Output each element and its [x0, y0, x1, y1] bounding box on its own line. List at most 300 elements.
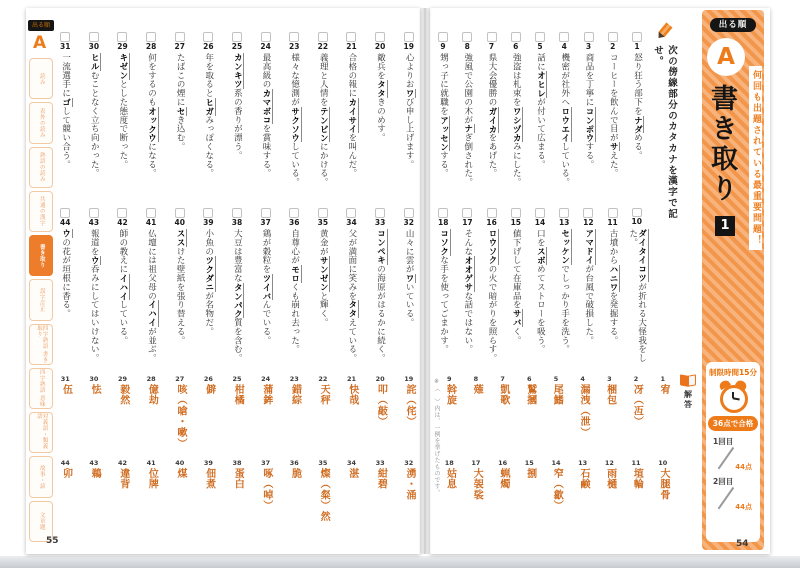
question-post: する。: [583, 142, 594, 169]
question-katakana-target: サバ: [511, 309, 522, 328]
question-katakana-target: ハニワ: [607, 264, 618, 292]
question-number: 10: [631, 217, 642, 227]
answer-kanji: 怯: [89, 384, 101, 395]
answer-kanji: 錯綜: [289, 384, 301, 406]
question-item: [232, 32, 242, 204]
attempt-score-area: [709, 433, 757, 513]
question-post: している。: [117, 300, 128, 345]
question-pre: 機密が社外へ: [559, 53, 570, 107]
question-katakana-target: ワ: [404, 273, 415, 283]
answer-checkbox: [487, 208, 497, 218]
question-post: が台風で破損した。: [583, 264, 594, 345]
question-text: [318, 53, 327, 187]
attempt-denominator: 44点: [735, 503, 752, 511]
question-post: めてストローを吸う。: [535, 264, 546, 354]
question-post: いている。: [404, 282, 415, 328]
question-post: になる。: [146, 142, 157, 178]
answer-kanji: 斡旋: [444, 384, 456, 406]
attempt-label: 1回目: [713, 437, 734, 446]
question-pre: 報道を: [89, 229, 100, 256]
answer-checkbox: [318, 208, 328, 218]
question-katakana-target: ゴ: [60, 97, 71, 107]
question-post: を発掘する。: [607, 291, 618, 345]
answer-item: [346, 460, 357, 548]
question-item: [584, 32, 594, 204]
question-number: 13: [558, 218, 570, 227]
question-katakana-target: サンゼン: [318, 255, 329, 292]
question-text: [175, 53, 184, 151]
question-item: [438, 32, 448, 204]
question-number: 6: [513, 42, 519, 51]
answer-item: [524, 376, 535, 456]
question-text: [511, 53, 520, 187]
answer-item: [175, 460, 186, 548]
question-post: な話ではない。: [462, 291, 473, 354]
answer-kanji: 石鹸: [577, 468, 589, 490]
question-post: きのめす。: [375, 97, 386, 143]
answer-item: [375, 376, 386, 456]
question-number: 15: [510, 218, 521, 227]
question-post: を叫んだ。: [346, 133, 357, 178]
slash-line: [718, 487, 734, 509]
answer-number: 8: [473, 375, 479, 383]
question-item: [583, 208, 593, 370]
sidebar-tab-対義語・類義語: [29, 412, 53, 453]
answer-item: [260, 460, 271, 548]
answer-kanji: 冴（冱）: [631, 384, 643, 428]
question-pre: 古墳から: [607, 229, 618, 265]
question-katakana-target: ダイタイコツ: [636, 228, 647, 283]
question-post: の火で暗がりを照らす。: [487, 264, 498, 363]
question-text: [204, 53, 213, 178]
deru-jun-badge: 出る順: [710, 18, 756, 32]
question-number: 32: [403, 218, 414, 227]
slash-line: [718, 447, 734, 469]
question-item: [318, 208, 328, 370]
answer-kanji: 梱包: [604, 384, 616, 406]
sidebar-tab-label: 熟語の読み: [38, 152, 45, 183]
answer-item: [146, 376, 157, 456]
question-item: [60, 208, 70, 370]
question-number: 2: [610, 42, 616, 51]
question-katakana-target: ヒガ: [203, 97, 214, 116]
question-number: 36: [289, 218, 300, 227]
question-pre: 心よりお: [404, 53, 415, 89]
question-pre: 仏壇には祖父母の: [146, 229, 157, 301]
question-number: 25: [231, 42, 243, 51]
answer-checkbox: [232, 32, 242, 42]
answer-number: 42: [117, 459, 128, 467]
time-limit-label: 制限時間15分: [709, 368, 757, 377]
question-text: [628, 229, 646, 370]
answer-checkbox: [584, 32, 594, 42]
question-pre: 最高級の: [261, 53, 272, 89]
question-katakana-target: キゼン: [117, 53, 128, 80]
question-number: 27: [174, 42, 185, 51]
question-item: [346, 32, 356, 204]
answer-checkbox: [632, 208, 642, 217]
question-katakana-target: カンキツ: [232, 53, 243, 89]
answer-item: [346, 376, 357, 456]
answer-item: [203, 376, 214, 456]
question-post: 質を含む。: [232, 318, 243, 363]
answer-kanji: 湛: [346, 468, 358, 479]
question-number: 38: [231, 218, 243, 227]
answer-item: [497, 460, 508, 548]
sidebar-tab-共通の漢字: [29, 191, 53, 232]
question-katakana-target: ロウソク: [487, 229, 498, 265]
question-text: [89, 53, 98, 178]
question-number: 21: [346, 42, 357, 51]
deru-jun-corner-badge: 出る順: [28, 20, 54, 31]
question-pre: 話に: [535, 53, 546, 72]
question-item: [232, 208, 242, 370]
answer-kanji: 毅然: [117, 384, 129, 406]
answer-kanji: 燦（粲）然: [318, 468, 330, 523]
instruction-column: [650, 22, 678, 232]
answer-kanji: 伍: [60, 384, 72, 395]
answer-number: 10: [658, 459, 668, 467]
answer-checkbox: [462, 32, 472, 42]
answer-item: [117, 376, 128, 456]
question-item: [486, 208, 496, 370]
answer-kanji: 叩（敲）: [375, 384, 387, 428]
answer-checkbox: [203, 32, 213, 42]
question-text: [376, 53, 385, 142]
question-text: [118, 53, 127, 169]
answer-item: [146, 460, 157, 548]
question-post: えている。: [346, 318, 357, 363]
question-post: でしっかり手を洗う。: [559, 264, 570, 354]
answer-number: 5: [553, 375, 559, 383]
answer-checkbox: [608, 208, 618, 218]
answer-kanji: 窄（歙）: [551, 468, 563, 512]
question-katakana-target: ツイバ: [261, 273, 272, 301]
question-number: 3: [585, 42, 592, 51]
question-katakana-target: アマドイ: [583, 229, 594, 265]
question-post: している。: [559, 142, 570, 187]
answer-number: 26: [203, 375, 213, 383]
question-number: 42: [117, 218, 128, 227]
question-post: と輝く。: [318, 291, 329, 328]
answer-checkbox: [632, 32, 642, 42]
answer-item: [260, 376, 271, 456]
answer-kanji: 詫（侘）: [404, 384, 415, 428]
answer-number: 27: [175, 375, 185, 383]
question-number: 35: [317, 218, 329, 227]
header-band: [702, 10, 764, 550]
question-number: 40: [174, 218, 185, 227]
question-item: [346, 208, 356, 370]
question-text: [463, 53, 472, 187]
question-pre: 一流選手に: [60, 53, 71, 98]
sidebar-tab-label: 表外の読み: [38, 107, 45, 138]
book-gutter: [418, 8, 432, 554]
page-left: [26, 8, 420, 554]
question-pre: 口を: [535, 229, 546, 248]
question-number: 5: [537, 42, 543, 51]
question-number: 1: [634, 42, 640, 51]
answers-note: ※（ ）内は、一例を挙げたものです。: [433, 378, 440, 496]
question-post: んでいる。: [261, 300, 272, 345]
category-tab-list: [29, 58, 53, 542]
question-text: [318, 229, 327, 327]
answer-kanji: 快哉: [346, 384, 358, 406]
answer-kanji: 鵜: [89, 468, 101, 479]
questions-row-10-18: [438, 208, 647, 370]
question-item: [60, 32, 70, 204]
question-post: えた。: [608, 151, 619, 178]
question-post: が並ぶ。: [146, 327, 157, 363]
question-katakana-target: イハイ: [117, 273, 128, 301]
questions-row-1-9: [438, 32, 642, 204]
question-post: 系の香りが漂う。: [232, 88, 243, 161]
answer-kanji: 啄（啅）: [260, 468, 272, 512]
question-pre: 強風で公園の木が: [462, 53, 473, 125]
answer-number: 7: [500, 375, 505, 383]
answer-checkbox: [146, 32, 156, 42]
question-number: 23: [289, 42, 300, 51]
answer-item: [444, 376, 455, 456]
answer-checkbox: [559, 208, 569, 218]
section-number-badge: 1: [715, 216, 735, 236]
question-post: び申し上げます。: [404, 97, 415, 169]
question-pre: 商品を丁寧に: [583, 53, 594, 107]
question-katakana-target: オックウ: [146, 106, 157, 143]
answer-number: 9: [446, 375, 452, 383]
question-item: [203, 208, 213, 370]
sidebar-tab-label: 誤字訂正: [38, 287, 45, 312]
question-pre: 山々に雲が: [404, 229, 415, 274]
attempt-denominator: 44点: [735, 463, 752, 471]
sidebar-tab-label: 四字熟語 意味: [38, 369, 45, 408]
answer-checkbox: [89, 32, 99, 42]
question-number: 41: [145, 218, 157, 227]
question-item: [608, 32, 618, 204]
question-item: [535, 208, 545, 370]
question-item: [632, 32, 642, 204]
answer-checkbox: [438, 208, 448, 218]
alarm-clock-icon: [717, 381, 749, 413]
question-post: けた壁紙を張り替える。: [175, 247, 186, 345]
question-text: [61, 53, 70, 169]
answer-checkbox: [375, 32, 385, 42]
answer-checkbox: [462, 208, 472, 218]
answer-kanji: 咳（嗆・嗽）: [175, 384, 186, 449]
question-katakana-target: アッセン: [438, 115, 449, 152]
question-post: き込む。: [175, 115, 186, 152]
question-post: にかける。: [318, 142, 329, 187]
sidebar-tab-label: 共通の漢字: [38, 196, 45, 227]
question-text: [633, 53, 642, 160]
question-katakana-target: ガイカ: [486, 106, 497, 134]
answer-item: [404, 460, 415, 548]
question-text: [439, 229, 448, 354]
question-post: みにした。: [511, 142, 522, 187]
answer-number: 24: [261, 375, 271, 383]
answer-item: [524, 460, 535, 548]
answer-number: 34: [346, 459, 357, 467]
book-bottom-edge: [0, 556, 800, 568]
question-katakana-target: モロ: [289, 264, 300, 283]
answer-number: 37: [261, 459, 271, 467]
question-pre: 鶏が穀粒を: [261, 229, 272, 274]
answer-checkbox: [146, 208, 156, 218]
answer-kanji: 煤: [175, 468, 186, 479]
question-item: [511, 208, 521, 370]
question-katakana-target: タンパク: [232, 282, 243, 319]
question-text: [347, 53, 356, 178]
sidebar-tab-熟語の読み: [29, 147, 53, 188]
question-item: [438, 208, 448, 370]
question-katakana-target: コソク: [438, 229, 449, 256]
question-number: 16: [486, 218, 497, 227]
question-text: [608, 53, 617, 178]
question-item: [462, 32, 472, 204]
question-pre: 父が満面に笑みを: [346, 229, 357, 301]
question-pre: 小魚の: [203, 229, 214, 256]
answer-kanji: 違背: [117, 468, 129, 490]
question-item: [404, 32, 414, 204]
answer-number: 1: [660, 375, 666, 383]
question-number: 7: [488, 42, 495, 51]
answer-kanji: 凱歌: [497, 384, 509, 406]
question-post: が名物だ。: [203, 291, 214, 337]
answer-kanji: 宥: [658, 384, 669, 395]
answer-item: [289, 460, 300, 548]
answer-number: 30: [89, 375, 99, 383]
question-post: をあげた。: [486, 133, 497, 178]
sidebar-tab-誤字訂正: [29, 279, 53, 320]
answers-row-19-31: [60, 376, 414, 456]
answer-item: [232, 460, 243, 548]
answer-item: [375, 460, 386, 548]
question-katakana-target: ウ: [60, 229, 71, 239]
answer-number: 23: [289, 375, 299, 383]
question-katakana-target: ナ: [462, 124, 473, 134]
question-post: ぎ倒された。: [462, 133, 473, 187]
answer-checkbox: [535, 32, 545, 42]
question-item: [117, 208, 127, 370]
question-item: [375, 32, 385, 204]
question-katakana-target: コンポウ: [583, 106, 594, 143]
question-item: [203, 32, 213, 204]
question-post: な手を使ってごまかす。: [438, 255, 449, 354]
question-pre: 様々な憶測が: [289, 53, 300, 107]
question-post: が折れる大怪我をした。: [627, 228, 647, 363]
answer-checkbox: [438, 32, 448, 42]
question-text: [347, 229, 356, 363]
answer-item: [318, 376, 329, 456]
answer-number: 19: [404, 375, 414, 383]
answer-item: [318, 460, 329, 548]
answer-number: 11: [631, 459, 641, 467]
answer-checkbox: [261, 32, 271, 42]
question-post: くも崩れ去った。: [289, 282, 300, 354]
question-number: 9: [440, 42, 446, 51]
question-katakana-target: オオゲサ: [462, 255, 473, 292]
question-katakana-target: オヒレ: [535, 71, 546, 98]
attempt-label: 2回目: [713, 477, 734, 486]
question-item: [627, 208, 647, 370]
question-text: [536, 229, 545, 354]
answer-number: 21: [346, 375, 357, 383]
page-right: [430, 8, 770, 554]
question-katakana-target: スボ: [535, 247, 546, 265]
question-text: [290, 53, 299, 187]
question-item: [260, 208, 270, 370]
question-item: [559, 32, 569, 204]
answer-checkbox: [175, 32, 185, 42]
question-item: [404, 208, 414, 370]
question-text: [147, 53, 156, 178]
answer-checkbox: [261, 208, 271, 218]
question-post: して競い合う。: [60, 106, 71, 169]
answer-number: 38: [232, 459, 242, 467]
attempt-score-slash: [713, 447, 753, 473]
answer-number: 32: [404, 459, 414, 467]
question-post: の花が垣根に香る。: [60, 238, 71, 319]
answer-number: 25: [232, 375, 242, 383]
question-katakana-target: セ: [175, 106, 186, 116]
answer-number: 33: [375, 459, 385, 467]
question-text: [487, 53, 496, 178]
answer-number: 39: [203, 459, 213, 467]
sidebar-tab-label: 書き取り: [38, 243, 45, 268]
answers-row-1-9: [444, 376, 668, 456]
question-katakana-target: イハイ: [146, 300, 157, 328]
question-text: [290, 229, 299, 354]
answer-item: [631, 376, 642, 456]
question-text: [584, 53, 593, 169]
question-text: [261, 53, 270, 178]
answer-number: 41: [146, 459, 156, 467]
answer-checkbox: [346, 208, 356, 218]
questions-row-19-31: [60, 32, 414, 204]
question-pre: コーヒーを飲んで目が: [608, 53, 619, 143]
sidebar-tab-故事・諺: [29, 456, 53, 497]
question-number: 11: [607, 218, 618, 227]
sidebar-tab-label: 四字熟語 書き取り: [36, 324, 48, 363]
answer-number: 22: [318, 375, 328, 383]
question-pre: 甥っ子に就職を: [438, 53, 449, 116]
question-number: 8: [464, 42, 470, 51]
answer-kanji: 雨樋: [604, 468, 616, 490]
answer-checkbox: [511, 32, 521, 42]
answer-number: 28: [146, 375, 156, 383]
question-pre: 師の教えに: [117, 229, 128, 274]
answer-checkbox: [175, 208, 185, 218]
question-pre: 怒り狂う部下を: [632, 53, 643, 116]
answer-number: 6: [527, 375, 532, 383]
question-item: [117, 32, 127, 204]
question-item: [289, 32, 299, 204]
pass-score-badge: 36点で合格: [708, 416, 758, 431]
answer-number: 12: [604, 459, 614, 467]
answer-checkbox: [535, 208, 545, 218]
answer-kanji: 尾鰭: [551, 384, 563, 406]
answer-item: [203, 460, 214, 548]
answer-number: 35: [318, 459, 328, 467]
pencil-icon: [651, 18, 677, 44]
answer-number: 17: [471, 459, 481, 467]
question-text: [204, 229, 213, 336]
answer-number: 18: [444, 459, 454, 467]
answer-item: [444, 460, 455, 548]
answer-kanji: 脆: [289, 468, 301, 479]
question-number: 44: [60, 218, 71, 227]
question-post: を賞味する。: [261, 124, 272, 178]
